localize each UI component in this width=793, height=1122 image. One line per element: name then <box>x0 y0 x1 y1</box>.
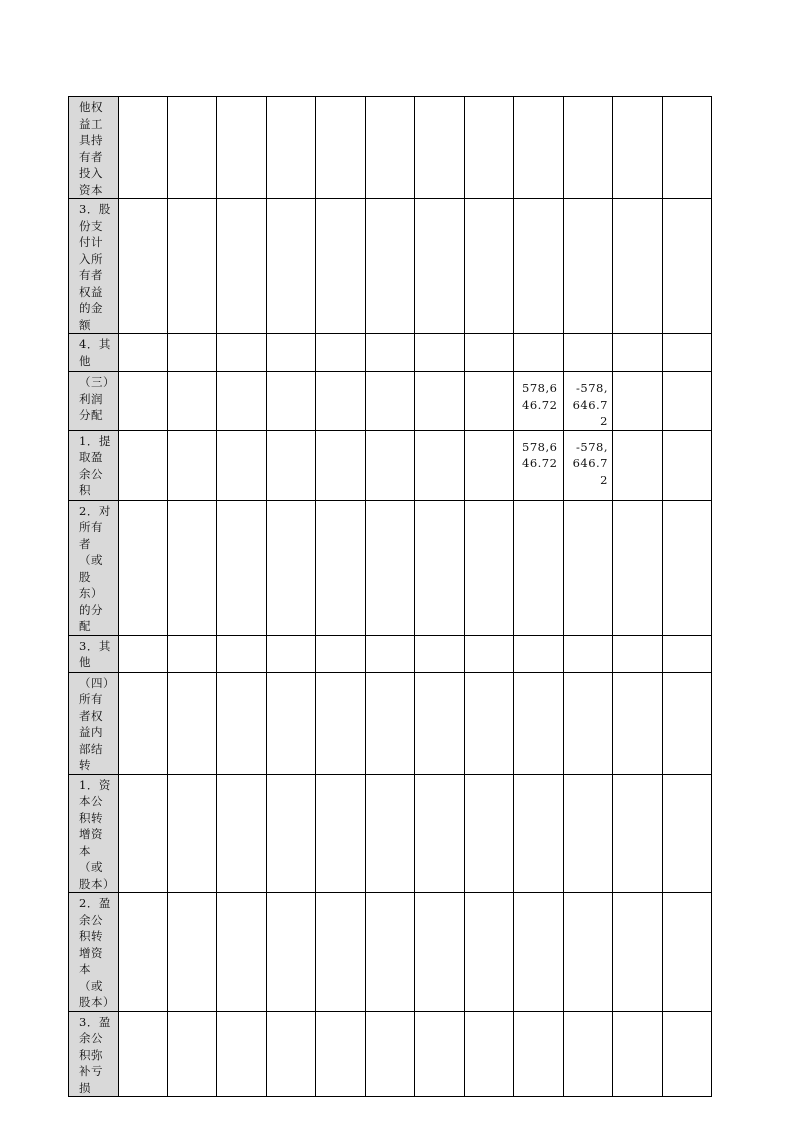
table-cell <box>514 199 564 334</box>
table-cell <box>465 334 514 372</box>
table-cell <box>415 199 465 334</box>
table-cell <box>316 672 366 774</box>
table-cell <box>465 1011 514 1097</box>
row-label: 3．盈 余公 积弥 补亏 损 <box>69 1011 119 1097</box>
table-cell <box>217 199 267 334</box>
table-cell <box>168 334 217 372</box>
table-cell <box>564 672 613 774</box>
table-cell <box>119 672 168 774</box>
table-cell <box>366 199 415 334</box>
table-cell <box>316 893 366 1012</box>
table-cell <box>514 334 564 372</box>
table-cell <box>613 372 663 431</box>
table-cell <box>316 199 366 334</box>
table-cell <box>119 1011 168 1097</box>
table-cell <box>415 500 465 635</box>
row-label: 1．资 本公 积转 增资 本（或 股本） <box>69 774 119 893</box>
table-cell <box>514 1011 564 1097</box>
table-cell <box>267 635 316 672</box>
table-cell <box>415 893 465 1012</box>
table-cell <box>267 893 316 1012</box>
table-cell <box>366 97 415 199</box>
table-cell <box>217 1011 267 1097</box>
table-cell <box>514 635 564 672</box>
table-cell <box>564 199 613 334</box>
table-cell <box>465 500 514 635</box>
table-cell <box>316 97 366 199</box>
table-cell <box>119 774 168 893</box>
table-cell <box>168 635 217 672</box>
table-cell <box>168 1011 217 1097</box>
table-row <box>69 893 712 1012</box>
table-cell <box>119 635 168 672</box>
table-cell <box>217 430 267 500</box>
table-cell <box>613 635 663 672</box>
table-cell <box>267 500 316 635</box>
table-cell <box>366 635 415 672</box>
table-cell <box>465 672 514 774</box>
table-cell <box>316 1011 366 1097</box>
table-cell <box>663 430 712 500</box>
table-cell <box>564 635 613 672</box>
table-cell <box>663 97 712 199</box>
table-cell <box>514 893 564 1012</box>
table-cell <box>465 635 514 672</box>
table-cell <box>366 334 415 372</box>
table-cell <box>613 672 663 774</box>
table-cell <box>119 334 168 372</box>
table-cell <box>168 500 217 635</box>
table-cell <box>415 372 465 431</box>
table-cell <box>663 1011 712 1097</box>
table-cell: -578, 646.7 2 <box>564 430 613 500</box>
table-cell <box>168 672 217 774</box>
table-cell <box>415 635 465 672</box>
table-cell <box>119 372 168 431</box>
table-cell <box>613 774 663 893</box>
table-cell <box>613 334 663 372</box>
table-row <box>69 774 712 893</box>
table-cell <box>564 893 613 1012</box>
table-cell <box>168 774 217 893</box>
row-label: （四） 所有 者权 益内 部结 转 <box>69 672 119 774</box>
table-row <box>69 199 712 334</box>
table-cell <box>119 199 168 334</box>
table-cell <box>514 500 564 635</box>
row-label: 3．股 份支 付计 入所 有者 权益 的金 额 <box>69 199 119 334</box>
table-cell <box>415 334 465 372</box>
row-label: 2．对 所有 者（或 股东） 的分 配 <box>69 500 119 635</box>
table-cell <box>316 774 366 893</box>
table-cell <box>564 500 613 635</box>
table-cell <box>663 672 712 774</box>
row-label: （三） 利润 分配 <box>69 372 119 431</box>
table-cell <box>267 199 316 334</box>
table-cell <box>316 635 366 672</box>
table-cell <box>168 430 217 500</box>
table-cell <box>267 430 316 500</box>
table-cell <box>217 372 267 431</box>
table-cell <box>564 1011 613 1097</box>
table-cell <box>316 500 366 635</box>
row-label: 3．其 他 <box>69 635 119 672</box>
table-cell: -578, 646.7 2 <box>564 372 613 431</box>
table-cell <box>415 430 465 500</box>
table-cell <box>366 1011 415 1097</box>
table-cell <box>267 774 316 893</box>
table-cell <box>613 500 663 635</box>
table-cell <box>564 97 613 199</box>
table-cell <box>663 774 712 893</box>
table-cell <box>119 97 168 199</box>
table-cell <box>267 334 316 372</box>
table-row <box>69 334 712 372</box>
table-cell <box>564 334 613 372</box>
table-row <box>69 430 712 500</box>
table-cell <box>366 372 415 431</box>
table-cell <box>217 500 267 635</box>
table-cell <box>267 672 316 774</box>
table-cell <box>613 1011 663 1097</box>
table-row <box>69 1011 712 1097</box>
table-cell <box>465 774 514 893</box>
table-cell <box>168 97 217 199</box>
table-cell <box>514 774 564 893</box>
table-cell <box>316 430 366 500</box>
table-cell <box>366 500 415 635</box>
table-cell <box>663 893 712 1012</box>
table-cell <box>217 334 267 372</box>
table-cell: 578,6 46.72 <box>514 372 564 431</box>
table-row <box>69 97 712 199</box>
table-cell <box>465 199 514 334</box>
table-cell <box>514 672 564 774</box>
equity-changes-table <box>68 96 712 1097</box>
table-cell <box>465 893 514 1012</box>
table-cell <box>514 97 564 199</box>
table-row <box>69 635 712 672</box>
table-cell <box>663 372 712 431</box>
table-cell <box>267 372 316 431</box>
table-row <box>69 672 712 774</box>
table-cell <box>663 334 712 372</box>
table-cell <box>415 1011 465 1097</box>
table-cell <box>366 430 415 500</box>
table-cell <box>316 334 366 372</box>
table-cell <box>119 500 168 635</box>
row-label: 4．其 他 <box>69 334 119 372</box>
table-cell <box>217 672 267 774</box>
table-cell <box>663 199 712 334</box>
table-cell <box>613 97 663 199</box>
table-cell <box>613 893 663 1012</box>
table-cell <box>267 97 316 199</box>
table-cell <box>168 199 217 334</box>
table-cell <box>217 893 267 1012</box>
table-cell <box>366 672 415 774</box>
table-row <box>69 372 712 431</box>
table-cell <box>415 672 465 774</box>
table-cell <box>119 893 168 1012</box>
table-cell <box>465 372 514 431</box>
table-cell <box>316 372 366 431</box>
table-cell <box>415 97 465 199</box>
row-label: 1．提 取盈 余公 积 <box>69 430 119 500</box>
table-row <box>69 500 712 635</box>
row-label: 他权 益工 具持 有者 投入 资本 <box>69 97 119 199</box>
table-cell <box>217 635 267 672</box>
table-cell <box>663 500 712 635</box>
table-cell: 578,6 46.72 <box>514 430 564 500</box>
row-label: 2．盈 余公 积转 增资 本（或 股本） <box>69 893 119 1012</box>
table-cell <box>564 774 613 893</box>
table-cell <box>168 372 217 431</box>
table-cell <box>217 774 267 893</box>
table-cell <box>366 774 415 893</box>
table-cell <box>168 893 217 1012</box>
table-cell <box>119 430 168 500</box>
table-cell <box>663 635 712 672</box>
table-cell <box>267 1011 316 1097</box>
table-cell <box>366 893 415 1012</box>
table-cell <box>217 97 267 199</box>
table-cell <box>465 97 514 199</box>
table-cell <box>613 199 663 334</box>
table-cell <box>465 430 514 500</box>
table-cell <box>415 774 465 893</box>
table-cell <box>613 430 663 500</box>
